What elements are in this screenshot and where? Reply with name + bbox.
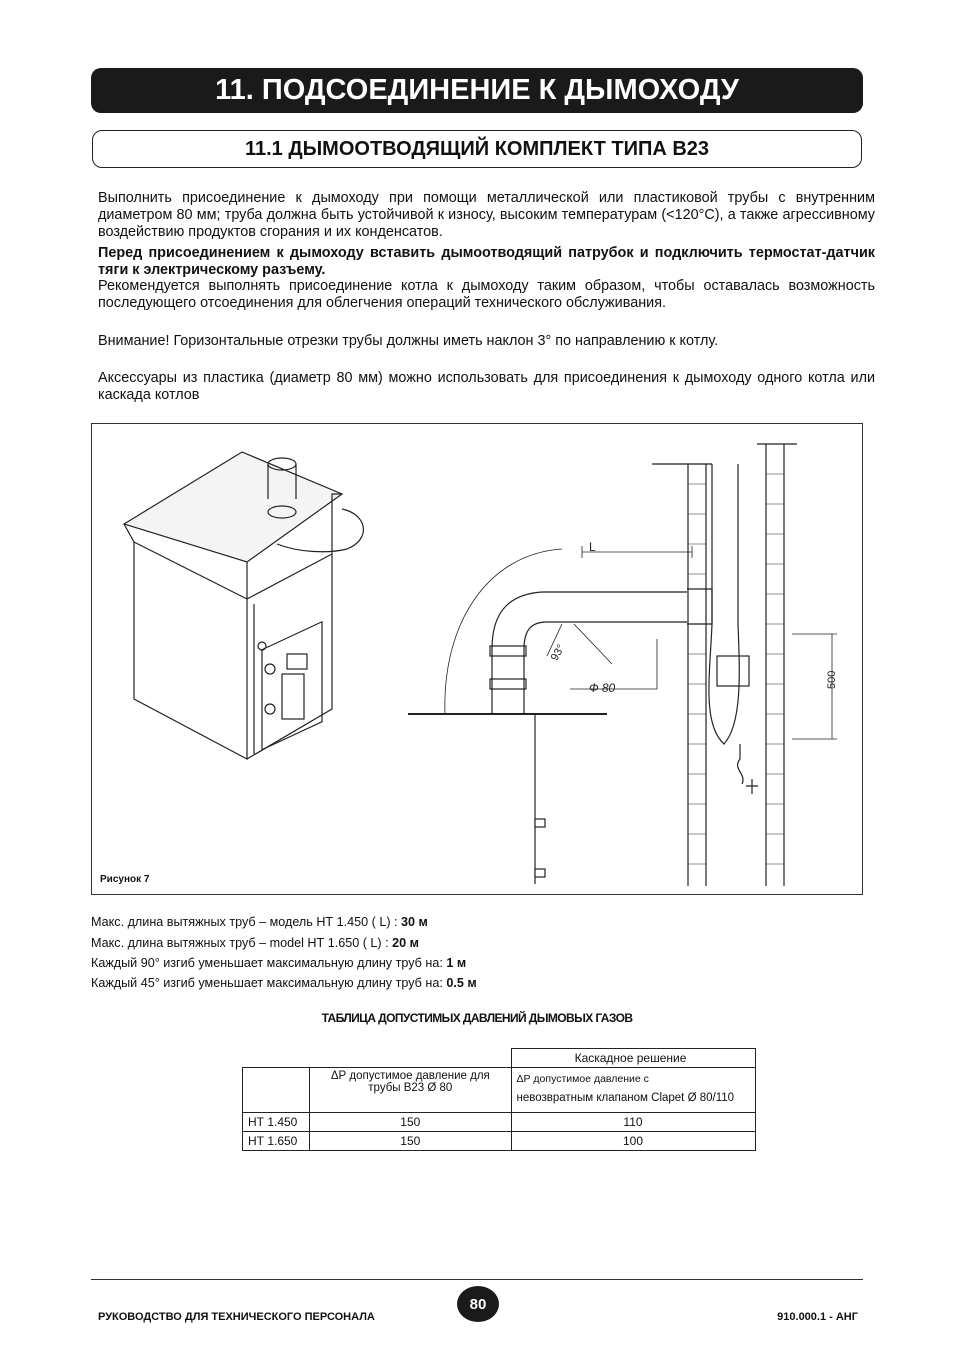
table-empty-cell <box>243 1049 512 1068</box>
spec-value: 1 м <box>446 956 467 970</box>
table-header-row <box>243 1068 756 1113</box>
spec-text: Каждый 45° изгиб уменьшает максимальную длину труб на: <box>91 976 447 990</box>
figure-7 <box>91 423 863 895</box>
label-angle: 93° <box>548 642 568 664</box>
footer-divider <box>91 1279 863 1280</box>
installation-diagram <box>92 424 864 896</box>
col2-header-small: ΔР допустимое давление с <box>516 1073 649 1085</box>
spec-line <box>91 955 466 971</box>
label-diameter: Ф 80 <box>589 681 616 695</box>
value-cell: 100 <box>511 1132 755 1151</box>
table-header-row <box>243 1049 756 1068</box>
figure-caption: Рисунок 7 <box>100 874 150 885</box>
chimney <box>652 444 797 886</box>
label-L: L <box>589 540 596 554</box>
footer-doc-code: 910.000.1 - АНГ <box>777 1311 858 1323</box>
cascade-header: Каскадное решение <box>511 1049 755 1068</box>
table-row <box>243 1113 756 1132</box>
table-title: ТАБЛИЦА ДОПУСТИМЫХ ДАВЛЕНИЙ ДЫМОВЫХ ГАЗОВ <box>321 1011 633 1025</box>
brick-pattern <box>688 474 784 864</box>
spec-line <box>91 914 428 930</box>
boiler-drawing <box>124 452 363 759</box>
flue-pipe <box>490 589 712 714</box>
spec-line <box>91 975 477 991</box>
value-cell: 150 <box>310 1132 511 1151</box>
footer-manual-title: РУКОВОДСТВО ДЛЯ ТЕХНИЧЕСКОГО ПЕРСОНАЛА <box>98 1311 375 1323</box>
spec-text: Макс. длина вытяжных труб – model НТ 1.650 ( L) : <box>91 936 393 950</box>
table-corner-cell <box>243 1068 310 1113</box>
paragraph-accessories: Аксессуары из пластика (диаметр 80 мм) можно использовать для присоединения к дымоходу одного котла или каскада котлов <box>98 370 875 404</box>
spec-value: 30 м <box>401 915 428 929</box>
col1-header: ΔР допустимое давление для трубы В23 Ø 80 <box>310 1068 511 1113</box>
spec-value: 20 м <box>392 936 419 950</box>
value-cell: 110 <box>511 1113 755 1132</box>
section-title: 11.1 ДЫМООТВОДЯЩИЙ КОМПЛЕКТ ТИПА В23 <box>92 130 862 168</box>
col2-header <box>511 1068 755 1113</box>
warning-text: Перед присоединением к дымоходу вставить дымоотводящий патрубок и подключить термостат-датчик тяги к электрическому разъему. <box>98 245 875 279</box>
paragraph-material: Выполнить присоединение к дымоходу при помощи металлической или пластиковой трубы с внутренним диаметром 80 мм; труба должна быть устойчивой к износу, высоким температурам (<120°С), а также агрессивному воздействию продуктов сгорания и их конденсатов. <box>98 190 875 241</box>
page-number: 80 <box>457 1286 499 1322</box>
page-title: 11. ПОДСОЕДИНЕНИЕ К ДЫМОХОДУ <box>91 68 863 113</box>
value-cell: 150 <box>310 1113 511 1132</box>
paragraph-slope: Внимание! Горизонтальные отрезки трубы должны иметь наклон 3° по направлению к котлу. <box>98 333 719 349</box>
paragraph-recommendation: Рекомендуется выполнять присоединение котла к дымоходу таким образом, чтобы оставалась возможность последующего отсоединения для облегчения операций технического обслуживания. <box>98 278 875 312</box>
spec-line <box>91 935 419 951</box>
spec-text: Каждый 90° изгиб уменьшает максимальную длину труб на: <box>91 956 447 970</box>
model-cell: НТ 1.450 <box>243 1113 310 1132</box>
model-cell: НТ 1.650 <box>243 1132 310 1151</box>
spec-value: 0.5 м <box>446 976 477 990</box>
label-500: 500 <box>826 670 838 689</box>
pressure-table <box>242 1048 756 1151</box>
table-row <box>243 1132 756 1151</box>
col2-header-rest: невозвратным клапаном Clapet Ø 80/110 <box>516 1092 735 1104</box>
spec-text: Макс. длина вытяжных труб – модель НТ 1.450 ( L) : <box>91 915 402 929</box>
paragraph-warning-bold <box>98 245 875 279</box>
